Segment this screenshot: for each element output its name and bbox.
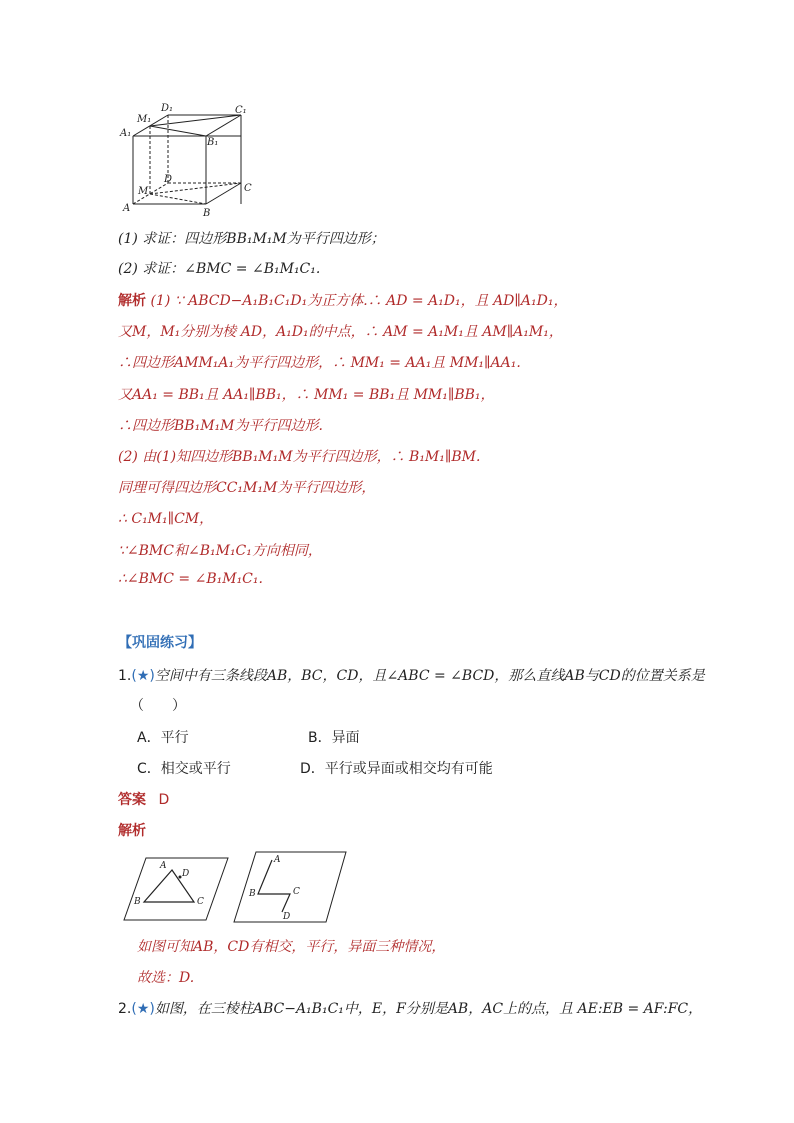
fig2-label-B: B [249, 889, 256, 899]
label-M: M [138, 186, 149, 197]
solution-line-5: ∴四边形BB₁M₁M为平行四边形. [118, 418, 323, 434]
problem-part-1: (1) 求证：四边形BB₁M₁M为平行四边形； [118, 231, 385, 247]
fig2-label-A: A [274, 855, 281, 865]
q2-number: 2. [118, 1001, 132, 1017]
label-A1: A₁ [120, 128, 132, 139]
solution-line-1: (1) ∵ ABCD−A₁B₁C₁D₁为正方体.∴ AD = A₁D₁，且 AD∥A₁D₁， [150, 293, 568, 309]
cube-figure [118, 100, 250, 222]
fig1-label-C: C [197, 897, 204, 907]
q1-number: 1. [118, 668, 132, 684]
q1-option-a: A．平行 [137, 730, 189, 746]
q1-paren: （ ） [130, 698, 186, 714]
label-C1: C₁ [235, 105, 247, 116]
label-M1: M₁ [137, 114, 152, 125]
q1-answer-value: D [158, 792, 170, 808]
lines-figure [234, 852, 348, 924]
q1-analysis-label: 解析 [118, 823, 146, 839]
solution-line-10: ∴∠BMC = ∠B₁M₁C₁. [118, 571, 263, 587]
solution-line-7: 同理可得四边形CC₁M₁M为平行四边形， [118, 480, 376, 496]
fig1-label-D: D [182, 869, 190, 879]
label-D: D [164, 174, 173, 185]
solution-line-9: ∵∠BMC和∠B₁M₁C₁方向相同， [118, 543, 322, 559]
fig2-label-D: D [283, 912, 291, 922]
solution-line-8: ∴ C₁M₁∥CM， [118, 511, 214, 527]
q1-explain-2: 故选：D. [137, 970, 195, 986]
label-B: B [203, 208, 211, 219]
fig2-label-C: C [293, 887, 300, 897]
q1-option-d: D．平行或异面或相交均有可能 [300, 761, 493, 777]
fig1-label-B: B [134, 897, 141, 907]
solution-line-2: 又M，M₁分别为棱 AD，A₁D₁的中点，∴ AM = A₁M₁且 AM∥A₁M₁， [118, 324, 563, 340]
q1-option-c: C．相交或平行 [137, 761, 231, 777]
label-B1: B₁ [207, 137, 219, 148]
label-D1: D₁ [161, 103, 174, 114]
q1-text: 空间中有三条线段AB，BC，CD，且∠ABC = ∠BCD，那么直线AB与CD的位置关系是 [154, 668, 705, 684]
q1-explain-1: 如图可知AB，CD有相交，平行，异面三种情况， [137, 939, 446, 955]
problem-part-2: (2) 求证：∠BMC = ∠B₁M₁C₁. [118, 261, 321, 277]
q1-star: (★) [131, 668, 155, 684]
triangle-figure [120, 852, 232, 924]
label-C: C [244, 183, 252, 194]
q2-star: (★) [131, 1001, 155, 1017]
section-title: 【巩固练习】 [118, 635, 202, 651]
fig1-label-A: A [160, 861, 167, 871]
solution-label: 解析 [118, 293, 146, 309]
solution-line-4: 又AA₁ = BB₁且 AA₁∥BB₁，∴ MM₁ = BB₁且 MM₁∥BB₁， [118, 387, 495, 403]
q1-option-b: B．异面 [308, 730, 360, 746]
solution-line-6: (2) 由(1)知四边形BB₁M₁M为平行四边形，∴ B₁M₁∥BM. [118, 449, 481, 465]
q2-text: 如图，在三棱柱ABC−A₁B₁C₁中，E，F分别是AB，AC上的点，且 AE:EB = AF:FC， [154, 1001, 703, 1017]
label-A: A [123, 203, 131, 214]
q1-answer-label: 答案 [118, 792, 146, 808]
solution-line-3: ∴四边形AMM₁A₁为平行四边形，∴ MM₁ = AA₁且 MM₁∥AA₁. [118, 355, 521, 371]
